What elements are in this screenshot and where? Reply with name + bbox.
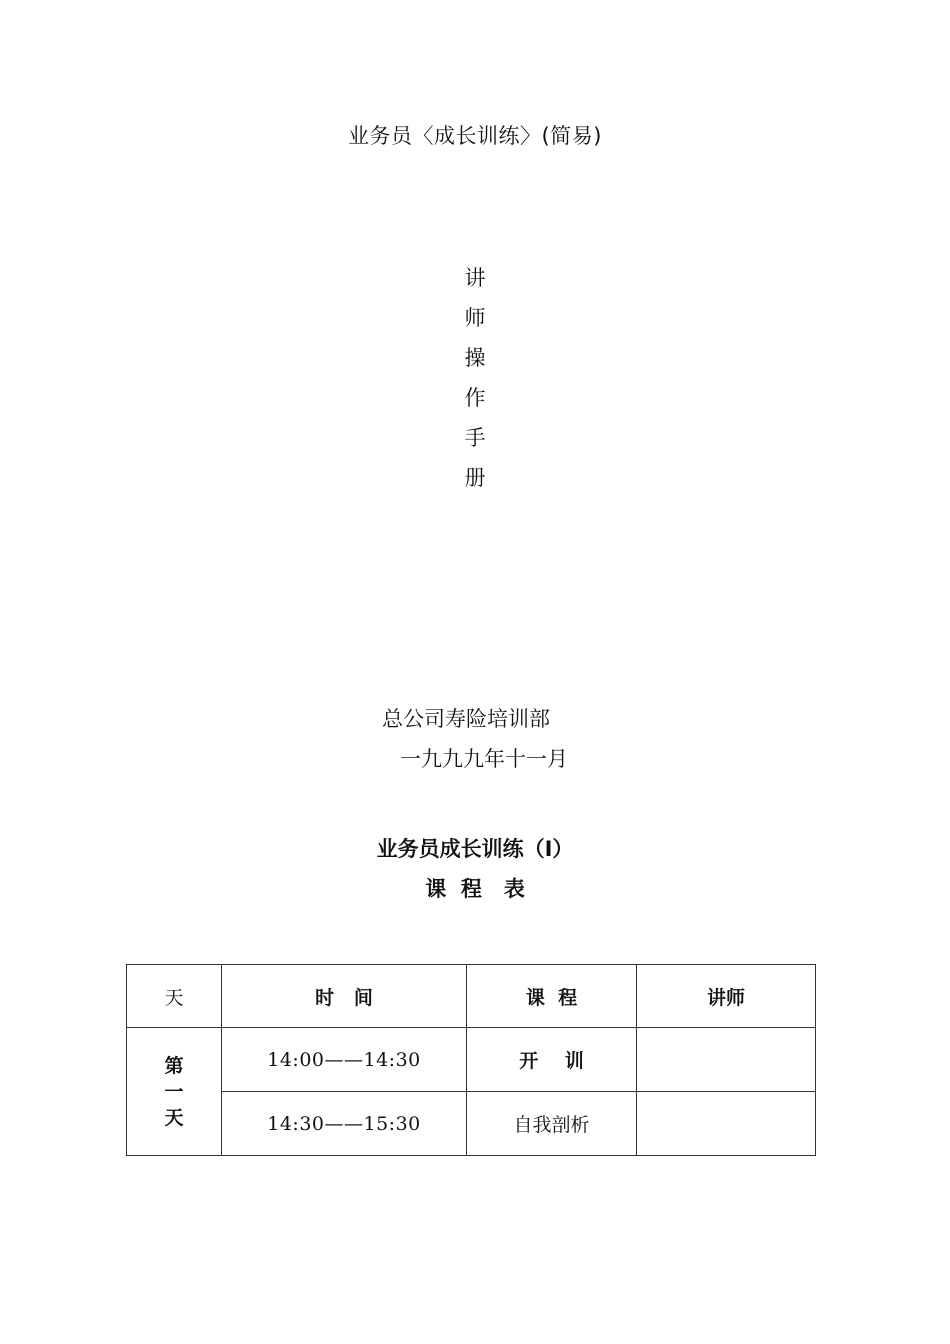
day-label-char: 天: [164, 1106, 184, 1129]
schedule-table: [126, 964, 816, 1156]
course-title: 业务员成长训练（I）: [376, 837, 574, 861]
document-date: 一九九九年十一月: [400, 747, 568, 771]
vertical-manual-title: [455, 258, 495, 498]
day-cell: [127, 1028, 222, 1156]
document-title: 业务员〈成长训练〉(简易): [348, 124, 602, 148]
day-label-char: 一: [164, 1080, 184, 1103]
header-day: 天: [127, 965, 222, 1028]
course-cell: 开 训: [467, 1028, 637, 1092]
time-cell: 14:00——14:30: [222, 1028, 467, 1092]
table-header-row: [127, 965, 816, 1028]
header-course: 课 程: [467, 965, 637, 1028]
vertical-title-char: 师: [464, 306, 486, 330]
vertical-title-char: 讲: [464, 266, 486, 290]
vertical-title-char: 作: [464, 386, 486, 410]
course-cell: 自我剖析: [467, 1092, 637, 1156]
time-cell: 14:30——15:30: [222, 1092, 467, 1156]
schedule-title: 课 程 表: [425, 877, 525, 901]
vertical-title-char: 手: [464, 426, 486, 450]
organization-name: 总公司寿险培训部: [382, 707, 550, 731]
header-lecturer: 讲师: [637, 965, 816, 1028]
day-label-char: 第: [164, 1054, 184, 1077]
lecturer-cell: [637, 1028, 816, 1092]
vertical-title-char: 操: [464, 346, 486, 370]
table-row: [127, 1028, 816, 1092]
lecturer-cell: [637, 1092, 816, 1156]
vertical-title-char: 册: [464, 466, 486, 490]
table-row: [127, 1092, 816, 1156]
header-time: 时 间: [222, 965, 467, 1028]
